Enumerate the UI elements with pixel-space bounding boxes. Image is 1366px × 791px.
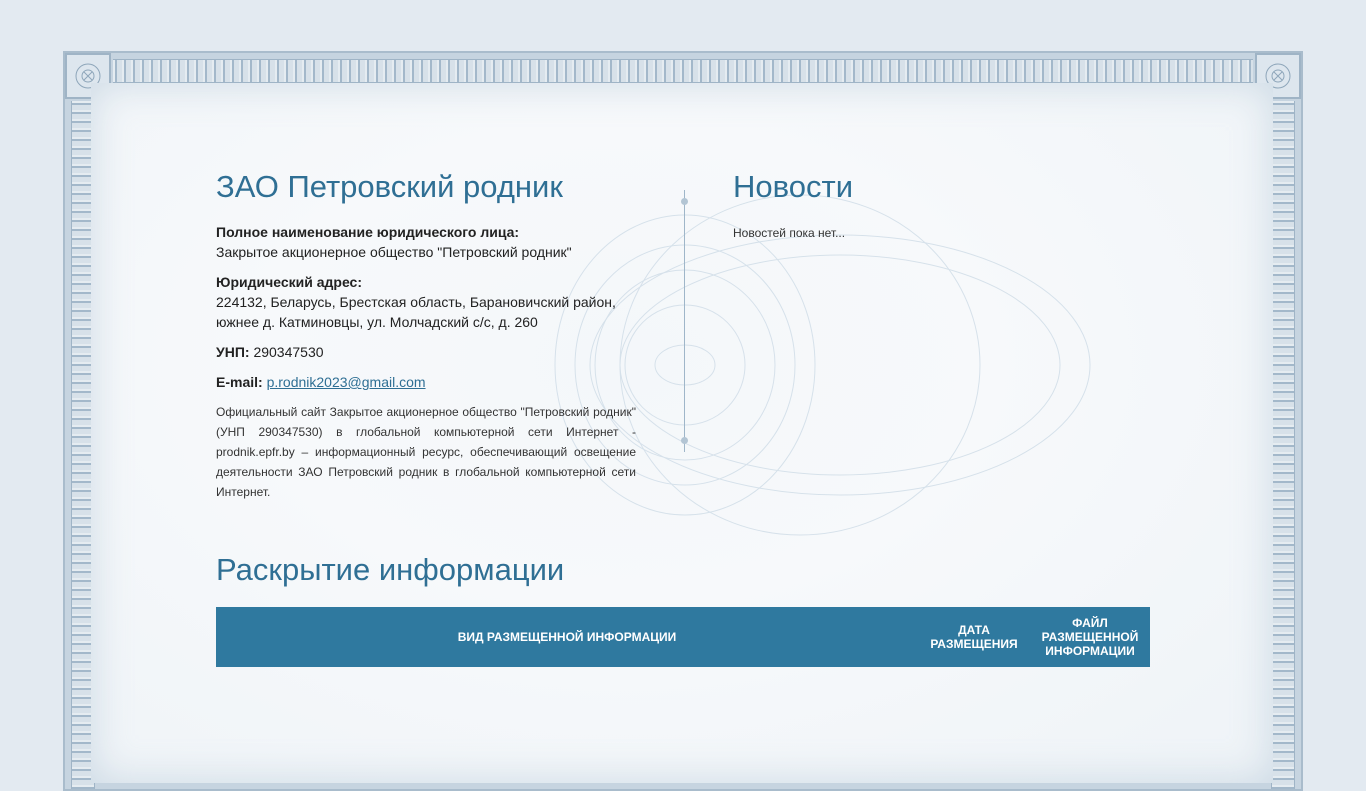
site-description: Официальный сайт Закрытое акционерное общество "Петровский родник" (УНП 290347530) в глобальной компьютерной сети Интернет - prodnik.epfr.by – информационный ресурс, обеспечивающий освещение деятельности ЗАО Петровский родник в глобальной компьютерной сети Интернет. [216,405,636,499]
unp-value: 290347530 [253,344,324,360]
column-header-type[interactable]: ВИД РАЗМЕЩЕННОЙ ИНФОРМАЦИИ [457,630,677,644]
address-line-1: 224132, Беларусь, Брестская область, Барановичский район, [216,294,616,310]
column-divider [684,190,685,452]
unp-label: УНП: [216,344,250,360]
full-name-label: Полное наименование юридического лица: [216,224,520,240]
news-empty-message: Новостей пока нет... [733,226,846,240]
disclosure-title: Раскрытие информации [216,552,565,587]
news-title: Новости [733,169,854,204]
email-field [216,372,636,392]
full-name-field [216,222,636,262]
address-line-2: южнее д. Катминовцы, ул. Молчадский с/с, д. 260 [216,314,538,330]
unp-field [216,342,636,362]
address-field [216,272,636,332]
email-link[interactable]: p.rodnik2023@gmail.com [266,374,426,390]
full-name-value: Закрытое акционерное общество "Петровский родник" [216,244,572,260]
email-label: E-mail: [216,374,263,390]
page-title: ЗАО Петровский родник [216,169,563,204]
column-header-date[interactable]: ДАТА РАЗМЕЩЕНИЯ [930,623,1018,651]
news-section [733,168,1153,240]
column-header-file[interactable]: ФАЙЛ РАЗМЕЩЕННОЙ ИНФОРМАЦИИ [1041,616,1139,658]
address-label: Юридический адрес: [216,274,362,290]
company-info [216,168,636,502]
frame-border-right [1271,101,1295,789]
disclosure-table-header [216,607,1150,667]
frame-border-top [113,59,1253,83]
